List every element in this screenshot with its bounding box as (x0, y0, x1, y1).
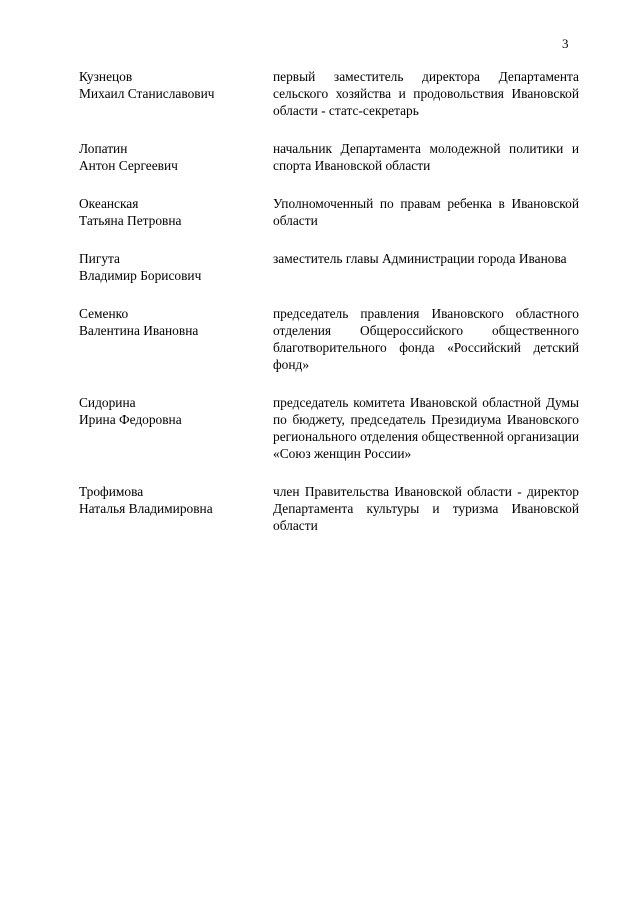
member-given-names: Валентина Ивановна (79, 323, 199, 338)
member-name (79, 394, 273, 462)
member-surname: Сидорина (79, 395, 136, 410)
member-position: председатель комитета Ивановской областной Думы по бюджету, председатель Президиума Ивановского регионального отделения общественной организации «Союз женщин России» (273, 395, 579, 461)
member-name (79, 305, 273, 373)
member-given-names: Владимир Борисович (79, 268, 202, 283)
member-position: председатель правления Ивановского областного отделения Общероссийского общественного благотворительного фонда «Российский детский фонд» (273, 306, 579, 372)
member-given-names: Татьяна Петровна (79, 213, 182, 228)
member-name (79, 195, 273, 229)
member-position: заместитель главы Администрации города Иванова (273, 251, 567, 266)
member-name (79, 140, 273, 174)
list-item (79, 483, 579, 534)
list-item (79, 394, 579, 462)
member-surname: Лопатин (79, 141, 128, 156)
member-given-names: Михаил Станиславович (79, 86, 215, 101)
page-number: 3 (562, 36, 569, 51)
list-item (79, 250, 579, 284)
list-item (79, 305, 579, 373)
member-surname: Трофимова (79, 484, 144, 499)
members-list (79, 68, 579, 555)
member-position: член Правительства Ивановской области - директор Департамента культуры и туризма Ивановской области (273, 484, 579, 533)
list-item (79, 195, 579, 229)
member-position: начальник Департамента молодежной политики и спорта Ивановской области (273, 141, 579, 173)
member-name (79, 483, 273, 534)
member-surname: Океанская (79, 196, 139, 211)
member-surname: Семенко (79, 306, 129, 321)
list-item (79, 68, 579, 119)
member-given-names: Ирина Федоровна (79, 412, 182, 427)
member-name (79, 68, 273, 119)
member-given-names: Антон Сергеевич (79, 158, 178, 173)
member-name (79, 250, 273, 284)
member-position: первый заместитель директора Департамента сельского хозяйства и продовольствия Ивановской области - статс-секретарь (273, 69, 579, 118)
member-given-names: Наталья Владимировна (79, 501, 213, 516)
member-surname: Кузнецов (79, 69, 133, 84)
list-item (79, 140, 579, 174)
member-surname: Пигута (79, 251, 120, 266)
member-position: Уполномоченный по правам ребенка в Ивановской области (273, 196, 579, 228)
